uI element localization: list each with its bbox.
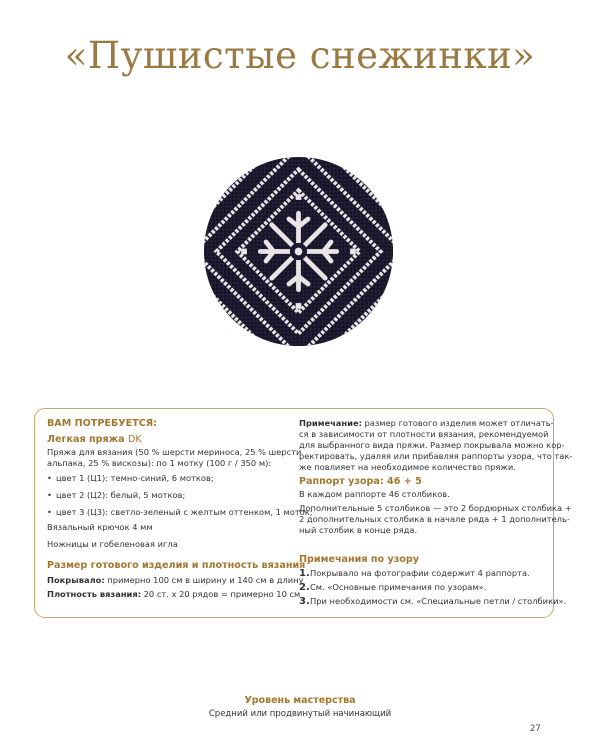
color-item: • цвет 1 (Ц1): темно-синий, 6 мотков;	[47, 473, 214, 483]
note-line-4: ректировать, удаляя или прибавляя раппорты узора, что так-	[299, 451, 573, 461]
materials-info-box	[34, 408, 573, 618]
repeat-line-4: ный столбик в конце ряда.	[299, 525, 418, 535]
note-line-2: ся в зависимости от плотности вязания, рекомендуемой	[299, 429, 549, 439]
hook-item: Вязальный крючок 4 мм	[47, 522, 153, 532]
yarn-description-line-2: альпака, 25 % вискозы): по 1 мотку (100 г / 350 м):	[47, 458, 272, 468]
page-title: «Пушистые снежинки»	[64, 34, 536, 77]
pattern-notes-heading: Примечания по узору	[299, 554, 419, 565]
pattern-note-item: 3.При необходимости см. «Специальные петли / столбики».	[299, 596, 567, 607]
yarn-label: Легкая пряжа	[47, 434, 125, 445]
skill-level-value: Средний или продвинутый начинающий	[208, 709, 392, 719]
skill-level-heading: Уровень мастерства	[244, 695, 356, 706]
bullet-icon: •	[47, 507, 52, 517]
yarn-weight: DK	[128, 434, 142, 445]
blanket-size: Покрывало: примерно 100 см в ширину и 140 см в длину	[47, 575, 304, 585]
repeat-line-3: 2 дополнительных столбика в начале ряда + 1 дополнитель-	[299, 514, 570, 524]
color-item: • цвет 3 (Ц3): светло-зеленый с желтым оттенком, 1 моток;	[47, 507, 313, 517]
pattern-note-item: 2.См. «Основные примечания по узорам».	[299, 582, 487, 593]
bullet-icon: •	[47, 473, 52, 483]
pattern-note-item: 1.Покрывало на фотографии содержит 4 раппорта.	[299, 568, 530, 579]
repeat-line-1: В каждом раппорте 46 столбиков.	[299, 489, 450, 499]
yarn-description-line-1: Пряжа для вязания (50 % шерсти мериноса, 25 % шерсти	[47, 447, 302, 457]
gauge: Плотность вязания: 20 ст. х 20 рядов = примерно 10 см	[47, 589, 301, 599]
size-heading: Размер готового изделия и плотность вязания	[47, 560, 306, 571]
materials-heading: ВАМ ПОТРЕБУЕТСЯ:	[47, 418, 158, 429]
note-line-1: Примечание: размер готового изделия может отличать-	[299, 418, 554, 428]
knit-swatch-photo	[203, 156, 394, 347]
repeat-heading: Раппорт узора: 46 + 5	[299, 476, 422, 487]
color-item: • цвет 2 (Ц2): белый, 5 мотков;	[47, 490, 186, 500]
note-line-5: же повлияет на необходимое количество пряжи.	[299, 462, 516, 472]
note-line-3: для выбранного вида пряжи. Размер покрывала можно кор-	[299, 440, 565, 450]
yarn-heading	[47, 434, 142, 445]
tools-item: Ножницы и гобеленовая игла	[47, 539, 178, 549]
page-number: 27	[530, 724, 541, 734]
repeat-line-2: Дополнительные 5 столбиков — это 2 бордюрных столбика +	[299, 503, 572, 513]
bullet-icon: •	[47, 490, 52, 500]
